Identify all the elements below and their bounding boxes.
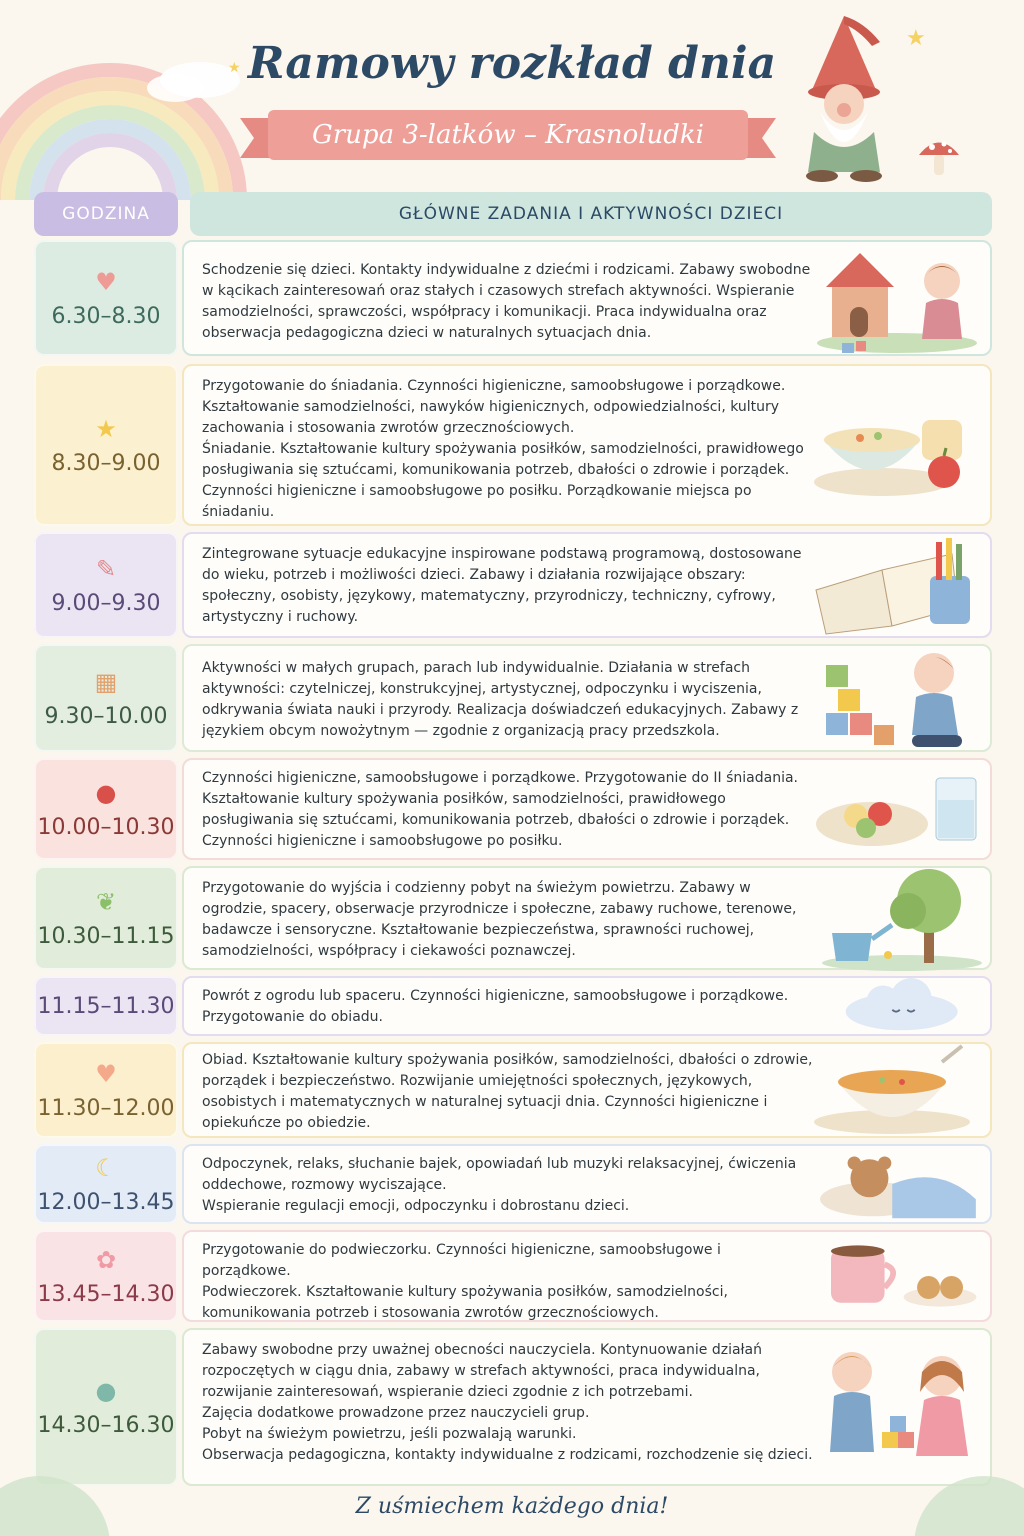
task-cell	[182, 1144, 992, 1224]
schedule-row	[34, 866, 992, 970]
column-header-hour: GODZINA	[34, 192, 178, 236]
task-paragraph: Przygotowanie do śniadania. Czynności higieniczne, samoobsługowe i porządkowe. Kształtowanie samodzielności, nawyków higienicznych, odpowiedzialności, kultury zachowania i stosowania zwrotów grzecznościowych.	[202, 378, 786, 436]
cocoa-cookies-illustration	[812, 1232, 982, 1320]
schedule-row	[34, 532, 992, 638]
task-paragraph: Powrót z ogrodu lub spaceru. Czynności higieniczne, samoobsługowe i porządkowe. Przygotowanie do obiadu.	[202, 988, 789, 1025]
task-cell	[182, 758, 992, 860]
time-cell	[34, 866, 178, 970]
time-label: 11.15–11.30	[37, 993, 175, 1019]
task-description	[202, 544, 814, 628]
task-cell	[182, 1230, 992, 1322]
house-play-illustration	[812, 243, 982, 353]
page-title: Ramowy rozkład dnia	[247, 38, 777, 89]
leaf-icon: ❦	[95, 887, 117, 916]
cloud-illustration	[812, 978, 982, 1034]
teddy-bear-illustration	[812, 1146, 982, 1222]
schedule-row	[34, 644, 992, 752]
task-paragraph: Zajęcia dodatkowe prowadzone przez nauczycieli grup.	[202, 1405, 590, 1421]
task-cell	[182, 644, 992, 752]
task-paragraph: Przygotowanie do wyjścia i codzienny pobyt na świeżym powietrzu. Zabawy w ogrodzie, spacery, obserwacje przyrodnicze i społeczne, zabawy ruchowe, terenowe, badawcze i sensoryczne. Kształtowanie bezpieczeństwa, sprawności ruchowej, samodzielności, współpracy i ciekawości poznawczej.	[202, 880, 797, 959]
schedule-row	[34, 1328, 992, 1486]
footer-motto: Z uśmiechem każdego dnia!	[355, 1494, 669, 1519]
task-description	[202, 1050, 814, 1134]
time-label: 10.00–10.30	[37, 814, 175, 840]
time-cell	[34, 364, 178, 526]
task-cell	[182, 364, 992, 526]
time-label: 12.00–13.45	[37, 1189, 175, 1215]
task-paragraph: Obserwacja pedagogiczna, kontakty indywidualne z rodzicami, rozchodzenie się dzieci.	[202, 1447, 813, 1463]
task-paragraph: Czynności higieniczne, samoobsługowe i porządkowe. Przygotowanie do II śniadania. Kształtowanie kultury spożywania posiłków, samodzielności, prawidłowego posługiwania się sztućcami, komunikowania potrzeb, dbałości o zdrowie i porządek. Czynności higieniczne i samoobsługowe po posiłku.	[202, 770, 798, 849]
task-paragraph: Zabawy swobodne przy uważnej obecności nauczyciela. Kontynuowanie działań rozpoczętych w ciągu dnia, zabawy w strefach aktywności, praca indywidualna, rozwijanie zainteresowań, wspieranie dzieci zgodnie z ich potrzebami.	[202, 1342, 762, 1400]
task-description	[202, 878, 814, 962]
book-pencils-illustration	[812, 530, 982, 640]
schedule-row	[34, 758, 992, 860]
schedule-row	[34, 1230, 992, 1322]
task-paragraph: Schodzenie się dzieci. Kontakty indywidualne z dziećmi i rodzicami. Zabawy swobodne w kącikach zainteresowań oraz stałych i czasowych strefach aktywności. Wspieranie samodzielności, sprawczości, współpracy i komunikacji. Praca indywidualna oraz obserwacja pedagogiczna dzieci w naturalnych sytuacjach dnia.	[202, 262, 811, 341]
apple-icon: ●	[95, 778, 117, 807]
task-description	[202, 260, 814, 344]
task-description	[202, 986, 814, 1028]
time-label: 8.30–9.00	[51, 450, 161, 476]
schedule-row	[34, 240, 992, 356]
task-description	[202, 376, 814, 523]
garden-tree-illustration	[812, 863, 982, 973]
task-paragraph: Obiad. Kształtowanie kultury spożywania posiłków, samodzielności, dbałości o zdrowie, porządek i bezpieczeństwo. Rozwijanie umiejętności społecznych, językowych, osobistych i matematycznych w naturalnej sytuacji dnia. Czynności higieniczne i opiekuńcze po obiedzie.	[202, 1052, 813, 1131]
task-description	[202, 768, 814, 852]
star-icon: ★	[906, 26, 926, 51]
star-icon: ★	[228, 60, 241, 76]
time-label: 9.30–10.00	[44, 703, 168, 729]
heart-icon: ♥	[95, 1059, 117, 1088]
task-cell	[182, 240, 992, 356]
time-label: 13.45–14.30	[37, 1281, 175, 1307]
subtitle-ribbon: Grupa 3-latków – Krasnoludki	[268, 110, 748, 160]
task-paragraph: Wspieranie regulacji emocji, odpoczynku i dobrostanu dzieci.	[202, 1198, 630, 1214]
time-cell	[34, 976, 178, 1036]
flower-icon: ✿	[95, 1245, 117, 1274]
time-label: 6.30–8.30	[51, 303, 161, 329]
time-label: 11.30–12.00	[37, 1095, 175, 1121]
breakfast-illustration	[812, 390, 982, 500]
task-cell	[182, 866, 992, 970]
task-description	[202, 658, 814, 742]
task-cell	[182, 1042, 992, 1138]
pencil-icon: ✎	[95, 554, 117, 583]
task-paragraph: Przygotowanie do podwieczorku. Czynności higieniczne, samoobsługowe i porządkowe.	[202, 1242, 721, 1279]
soup-bowl-illustration	[812, 1035, 982, 1145]
gnome-illustration	[784, 12, 904, 182]
task-paragraph: Zintegrowane sytuacje edukacyjne inspirowane podstawą programową, dostosowane do wieku, potrzeb i możliwości dzieci. Zabawy i działania rozwijające obszary: społeczny, osobisty, językowy, matematyczny, przyrodniczy, techniczny, cyfrowy, artystyczny i ruchowy.	[202, 546, 802, 625]
time-label: 10.30–11.15	[37, 923, 175, 949]
schedule-row	[34, 976, 992, 1036]
task-paragraph: Pobyt na świeżym powietrzu, jeśli pozwalają warunki.	[202, 1426, 577, 1442]
heart-icon: ♥	[95, 267, 117, 296]
task-cell	[182, 1328, 992, 1486]
star-icon: ★	[95, 414, 117, 443]
child-blocks-illustration	[812, 643, 982, 753]
task-paragraph: Podwieczorek. Kształtowanie kultury spożywania posiłków, samodzielności, komunikowania potrzeb i stosowania zwrotów grzecznościowych.	[202, 1284, 728, 1321]
children-playing-illustration	[812, 1342, 982, 1472]
time-cell	[34, 532, 178, 638]
task-paragraph: Śniadanie. Kształtowanie kultury spożywania posiłków, samodzielności, prawidłowego posługiwania się sztućcami, komunikowania potrzeb, dbałości o zdrowie i porządek. Czynności higieniczne i samoobsługowe po posiłku. Porządkowanie miejsca po śniadaniu.	[202, 441, 804, 520]
time-label: 14.30–16.30	[37, 1412, 175, 1438]
moon-icon: ☾	[95, 1153, 117, 1182]
task-description	[202, 1240, 814, 1324]
column-header-tasks: GŁÓWNE ZADANIA I AKTYWNOŚCI DZIECI	[190, 192, 992, 236]
task-description	[202, 1340, 814, 1466]
task-description	[202, 1154, 814, 1217]
time-cell	[34, 1230, 178, 1322]
mushroom-illustration	[914, 130, 964, 180]
time-label: 9.00–9.30	[51, 590, 161, 616]
fruit-plate-illustration	[812, 754, 982, 864]
balloon-icon: ●	[95, 1376, 117, 1405]
blocks-icon: ▦	[94, 667, 118, 696]
task-cell	[182, 532, 992, 638]
task-paragraph: Odpoczynek, relaks, słuchanie bajek, opowiadań lub muzyki relaksacyjnej, ćwiczenia oddechowe, rozmowy wyciszające.	[202, 1156, 797, 1193]
time-cell	[34, 1144, 178, 1224]
time-cell	[34, 1042, 178, 1138]
task-paragraph: Aktywności w małych grupach, parach lub indywidualnie. Działania w strefach aktywności: czytelniczej, konstrukcyjnej, artystycznej, odpoczynku i wyciszenia, odkrywania świata nauki i przyrody. Realizacja doświadczeń edukacyjnych. Zabawy z językiem obcym nowożytnym — zgodnie z organizacją pracy przedszkola.	[202, 660, 799, 739]
time-cell	[34, 1328, 178, 1486]
schedule-row	[34, 1144, 992, 1224]
schedule-row	[34, 364, 992, 526]
time-cell	[34, 240, 178, 356]
time-cell	[34, 758, 178, 860]
time-cell	[34, 644, 178, 752]
task-cell	[182, 976, 992, 1036]
schedule-row	[34, 1042, 992, 1138]
